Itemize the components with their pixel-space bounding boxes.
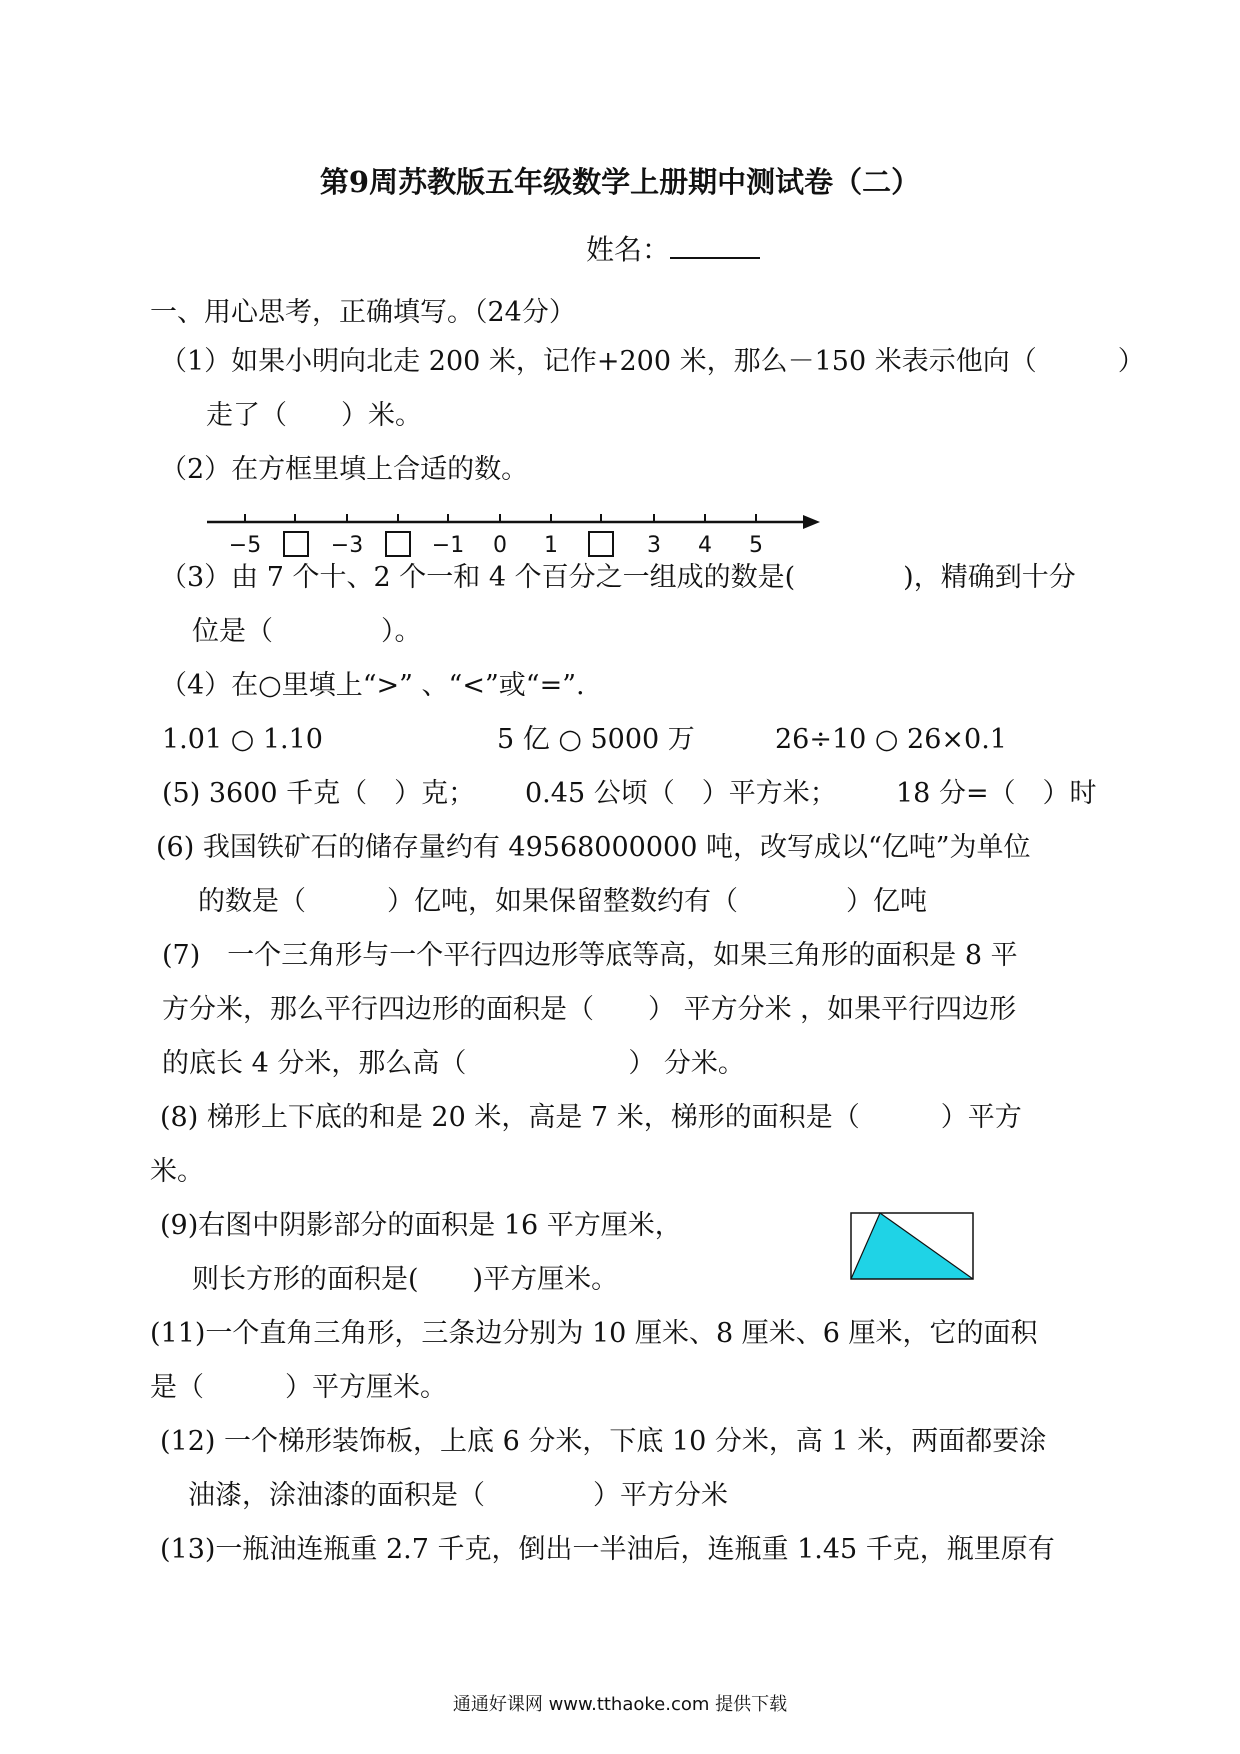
nl-label-0: 0 <box>493 533 507 558</box>
name-field <box>586 228 760 268</box>
number-line-arrow-icon <box>803 515 820 529</box>
q1-line-b: 走了（ ）米。 <box>206 400 422 431</box>
q4-line: （4）在○里填上“>” 、“<”或“=”. <box>160 670 585 701</box>
q5-part-2: 0.45 公顷（ ）平方米； <box>525 778 837 809</box>
nl-label-3: 3 <box>647 533 661 558</box>
q8-line-a: (8) 梯形上下底的和是 20 米，高是 7 米，梯形的面积是（ ）平方 <box>160 1102 1022 1133</box>
q12-line-b: 油漆，涂油漆的面积是（ ）平方分米 <box>188 1480 728 1511</box>
q7-line-c: 的底长 4 分米，那么高（ ） 分米。 <box>162 1048 745 1079</box>
nl-label-m3: −3 <box>330 533 364 558</box>
nl-label-1: 1 <box>544 533 558 558</box>
name-label: 姓名： <box>586 233 671 266</box>
nl-label-m1: −1 <box>431 533 465 558</box>
q3-line-a: （3）由 7 个十、2 个一和 4 个百分之一组成的数是( )，精确到十分 <box>160 562 1076 593</box>
nl-answer-box-3 <box>589 532 613 556</box>
q1-line-a: （1）如果小明向北走 200 米，记作+200 米，那么－150 米表示他向（ ） <box>160 346 1145 377</box>
number-line <box>205 500 825 560</box>
q9-line-a: (9)右图中阴影部分的面积是 16 平方厘米， <box>160 1210 682 1241</box>
q12-line-a: (12) 一个梯形装饰板，上底 6 分米，下底 10 分米，高 1 米，两面都要涂 <box>160 1426 1047 1457</box>
q4-compare-3: 26÷10 ○ 26×0.1 <box>775 724 1007 755</box>
q5-part-1: (5) 3600 千克（ ）克； <box>162 778 476 809</box>
section-heading: 一、用心思考，正确填写。（24分） <box>150 297 576 328</box>
footer-credit: 通通好课网 www.tthaoke.com 提供下载 <box>452 1694 788 1715</box>
q3-line-b: 位是（ ）。 <box>192 616 422 647</box>
nl-label-m5: −5 <box>228 533 262 558</box>
nl-label-4: 4 <box>698 533 712 558</box>
page-title: 第9周苏教版五年级数学上册期中测试卷（二） <box>319 165 921 199</box>
name-blank[interactable] <box>670 235 760 259</box>
q11-line-a: (11)一个直角三角形，三条边分别为 10 厘米、8 厘米、6 厘米，它的面积 <box>150 1318 1038 1349</box>
nl-answer-box-2 <box>386 532 410 556</box>
q7-line-b: 方分米，那么平行四边形的面积是（ ） 平方分米 ，如果平行四边形 <box>162 994 1017 1025</box>
q7-line-a: (7) 一个三角形与一个平行四边形等底等高，如果三角形的面积是 8 平 <box>162 940 1018 971</box>
q6-line-a: (6) 我国铁矿石的储存量约有 49568000000 吨，改写成以“亿吨”为单位 <box>156 832 1031 863</box>
shaded-rectangle-figure <box>850 1212 974 1280</box>
q4-compare-1: 1.01 ○ 1.10 <box>162 724 323 755</box>
shaded-triangle <box>851 1213 973 1279</box>
q9-line-b: 则长方形的面积是( )平方厘米。 <box>192 1264 619 1295</box>
q8-line-b: 米。 <box>150 1156 204 1187</box>
q4-compare-2: 5 亿 ○ 5000 万 <box>497 724 695 755</box>
q5-part-3: 18 分=（ ）时 <box>896 778 1097 809</box>
nl-label-5: 5 <box>749 533 763 558</box>
q6-line-b: 的数是（ ）亿吨，如果保留整数约有（ ）亿吨 <box>198 886 927 917</box>
q2-line: （2）在方框里填上合适的数。 <box>160 454 529 485</box>
q11-line-b: 是（ ）平方厘米。 <box>150 1372 447 1403</box>
q13-line-a: (13)一瓶油连瓶重 2.7 千克，倒出一半油后，连瓶重 1.45 千克，瓶里原有 <box>160 1534 1055 1565</box>
nl-answer-box-1 <box>284 532 308 556</box>
